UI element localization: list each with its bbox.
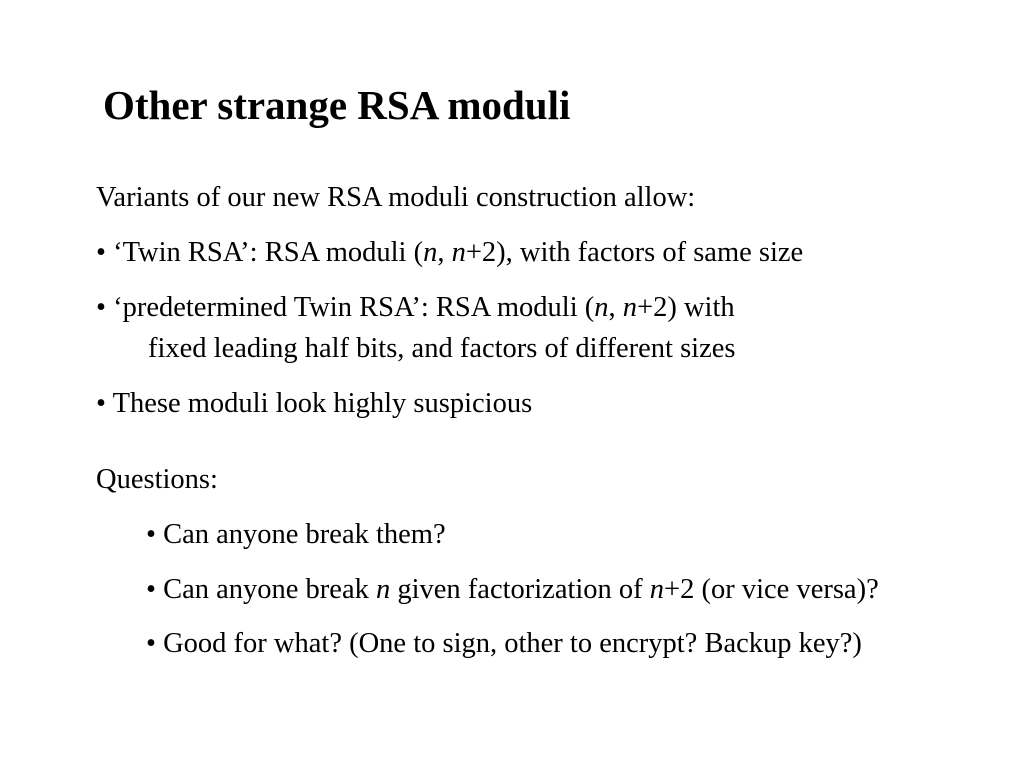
var-n: n bbox=[423, 237, 438, 268]
var-n: n bbox=[375, 574, 391, 605]
var-n: n bbox=[649, 574, 665, 605]
intro-text: Variants of our new RSA moduli construction allow: bbox=[96, 182, 696, 213]
var-n: n bbox=[622, 292, 638, 323]
question-break-n bbox=[146, 573, 879, 607]
slide-title: Other strange RSA moduli bbox=[103, 82, 571, 128]
separator: , bbox=[437, 237, 452, 268]
separator: , bbox=[608, 292, 623, 323]
question-break-n-suffix: +2 (or vice versa)? bbox=[664, 574, 879, 605]
question-break-n-middle: given factorization of bbox=[390, 574, 650, 605]
question-break-n-prefix: • Can anyone break bbox=[146, 574, 376, 605]
bullet-suspicious: • These moduli look highly suspicious bbox=[96, 388, 533, 419]
bullet-twin-rsa bbox=[96, 236, 803, 270]
var-n: n bbox=[594, 292, 609, 323]
var-n: n bbox=[451, 237, 466, 268]
bullet-twin-rsa-prefix: • ‘Twin RSA’: RSA moduli ( bbox=[96, 237, 424, 268]
bullet-predetermined-suffix: +2) with bbox=[637, 292, 735, 323]
bullet-predetermined-twin-rsa bbox=[96, 291, 735, 325]
question-good-for-what: • Good for what? (One to sign, other to encrypt? Backup key?) bbox=[146, 628, 862, 659]
questions-heading: Questions: bbox=[96, 464, 218, 495]
bullet-twin-rsa-suffix: +2), with factors of same size bbox=[465, 237, 804, 268]
bullet-predetermined-continuation: fixed leading half bits, and factors of different sizes bbox=[148, 333, 736, 364]
bullet-predetermined-prefix: • ‘predetermined Twin RSA’: RSA moduli ( bbox=[96, 292, 595, 323]
question-break-them: • Can anyone break them? bbox=[146, 519, 446, 550]
